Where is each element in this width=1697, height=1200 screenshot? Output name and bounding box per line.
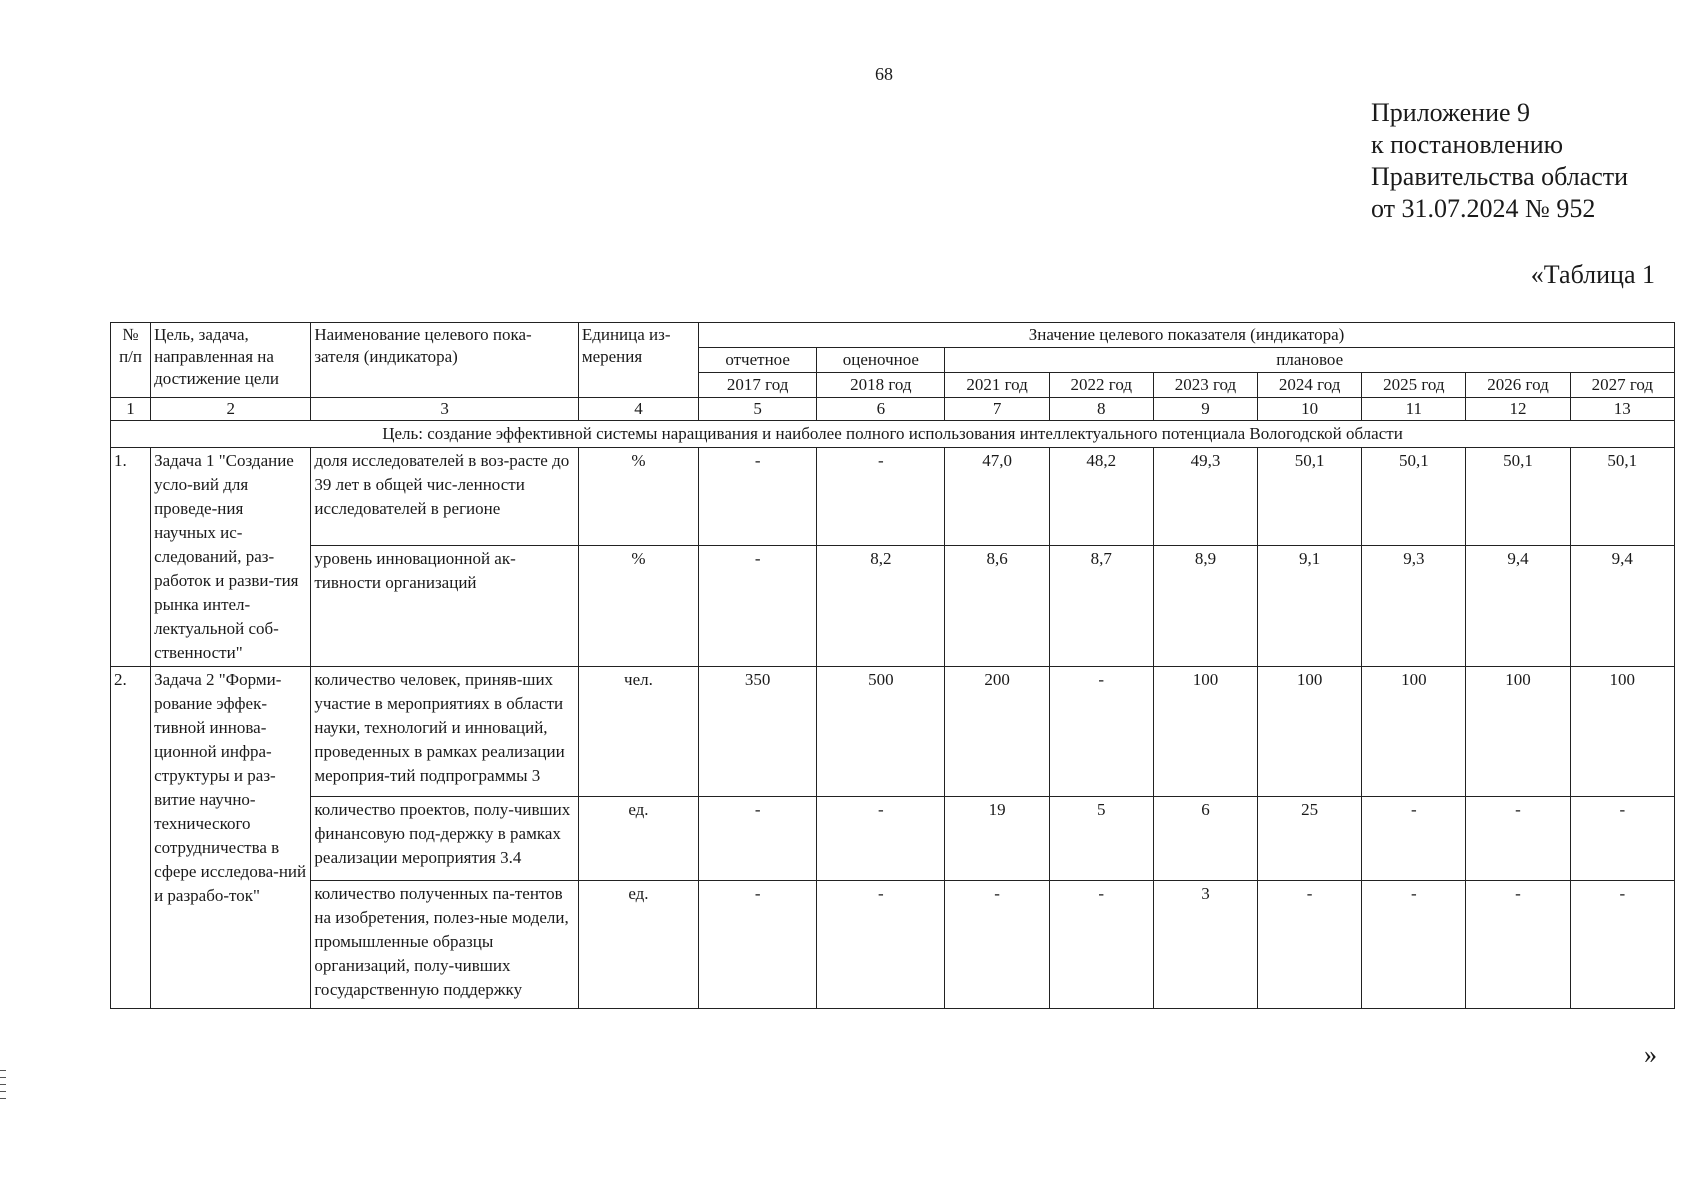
indicator-name: количество полученных па-тентов на изобретения, полез-ные модели, промышленные образцы организаций, полу-чивших государственную поддержку — [311, 881, 578, 1009]
header-year: 2023 год — [1153, 373, 1257, 398]
value-cell: - — [817, 881, 945, 1009]
header-year: 2018 год — [817, 373, 945, 398]
column-number: 9 — [1153, 398, 1257, 421]
column-number: 10 — [1258, 398, 1362, 421]
indicators-table — [110, 322, 1675, 1009]
header-unit: Единица из-мерения — [578, 323, 698, 398]
goal-row — [111, 421, 1675, 448]
value-cell: 3 — [1153, 881, 1257, 1009]
value-cell: 47,0 — [945, 448, 1049, 546]
page-number: 68 — [875, 64, 893, 84]
value-cell: 200 — [945, 667, 1049, 797]
column-number: 1 — [111, 398, 151, 421]
indicator-unit: % — [578, 545, 698, 666]
value-cell: - — [945, 881, 1049, 1009]
column-number: 12 — [1466, 398, 1570, 421]
indicator-name: доля исследователей в воз-расте до 39 лет в общей чис-ленности исследователей в регионе — [311, 448, 578, 546]
value-cell: - — [817, 448, 945, 546]
value-cell: 50,1 — [1362, 448, 1466, 546]
value-cell: 100 — [1362, 667, 1466, 797]
indicator-name: уровень инновационной ак-тивности организаций — [311, 545, 578, 666]
value-cell: 48,2 — [1049, 448, 1153, 546]
appendix-line: Приложение 9 — [1371, 98, 1531, 127]
value-cell: - — [817, 797, 945, 881]
value-cell: - — [1049, 667, 1153, 797]
column-number: 3 — [311, 398, 578, 421]
indicator-unit: чел. — [578, 667, 698, 797]
task-text: Задача 2 "Форми-рование эффек-тивной иннова-ционной инфра-структуры и раз-витие научно-технического сотрудничества в сфере исследова-ний и разрабо-ток" — [151, 667, 311, 1009]
value-cell: 500 — [817, 667, 945, 797]
value-cell: 8,6 — [945, 545, 1049, 666]
appendix-line: от 31.07.2024 № 952 — [1371, 194, 1596, 223]
column-number: 11 — [1362, 398, 1466, 421]
header-year: 2025 год — [1362, 373, 1466, 398]
value-cell: - — [699, 797, 817, 881]
value-cell: 25 — [1258, 797, 1362, 881]
table-row — [111, 667, 1675, 797]
value-cell: 100 — [1258, 667, 1362, 797]
value-cell: 19 — [945, 797, 1049, 881]
value-cell: 9,4 — [1466, 545, 1570, 666]
indicator-name: количество проектов, полу-чивших финансовую под-держку в рамках реализации мероприятия 3.4 — [311, 797, 578, 881]
value-cell: 9,1 — [1258, 545, 1362, 666]
value-cell: 50,1 — [1570, 448, 1674, 546]
value-cell: - — [1466, 797, 1570, 881]
header-indicator: Наименование целевого пока-зателя (индикатора) — [311, 323, 578, 398]
table-row — [111, 797, 1675, 881]
value-cell: - — [699, 448, 817, 546]
column-number: 4 — [578, 398, 698, 421]
appendix-note — [1371, 97, 1628, 225]
closing-quote: » — [1644, 1040, 1657, 1069]
header-reported: отчетное — [699, 348, 817, 373]
value-cell: 350 — [699, 667, 817, 797]
value-cell: 100 — [1466, 667, 1570, 797]
appendix-line: Правительства области — [1371, 162, 1629, 191]
header-goal: Цель, задача, направленная на достижение цели — [151, 323, 311, 398]
header-planned: плановое — [945, 348, 1675, 373]
value-cell: - — [1570, 797, 1674, 881]
value-cell: 100 — [1570, 667, 1674, 797]
column-number: 7 — [945, 398, 1049, 421]
indicator-unit: % — [578, 448, 698, 546]
goal-text: Цель: создание эффективной системы наращивания и наиболее полного использования интеллектуального потенциала Вологодской области — [111, 421, 1675, 448]
value-cell: - — [699, 881, 817, 1009]
column-number: 6 — [817, 398, 945, 421]
header-year: 2024 год — [1258, 373, 1362, 398]
value-cell: - — [1362, 797, 1466, 881]
value-cell: - — [1258, 881, 1362, 1009]
indicator-unit: ед. — [578, 881, 698, 1009]
header-year: 2021 год — [945, 373, 1049, 398]
value-cell: 6 — [1153, 797, 1257, 881]
column-number: 8 — [1049, 398, 1153, 421]
header-year: 2017 год — [699, 373, 817, 398]
value-cell: 50,1 — [1258, 448, 1362, 546]
value-cell: 5 — [1049, 797, 1153, 881]
table-caption: «Таблица 1 — [1530, 260, 1655, 289]
scan-edge-marks — [0, 1070, 6, 1105]
value-cell: 50,1 — [1466, 448, 1570, 546]
header-no: № п/п — [111, 323, 151, 398]
table-row — [111, 881, 1675, 1009]
value-cell: - — [699, 545, 817, 666]
appendix-line: к постановлению — [1371, 130, 1564, 159]
value-cell: 100 — [1153, 667, 1257, 797]
indicator-name: количество человек, приняв-ших участие в мероприятиях в области науки, технологий и инноваций, проведенных в рамках реализации мероприя-тий подпрограммы 3 — [311, 667, 578, 797]
column-number: 2 — [151, 398, 311, 421]
value-cell: 8,9 — [1153, 545, 1257, 666]
header-year: 2027 год — [1570, 373, 1674, 398]
header-values-group: Значение целевого показателя (индикатора) — [699, 323, 1675, 348]
table-row — [111, 448, 1675, 546]
indicator-unit: ед. — [578, 797, 698, 881]
value-cell: 8,2 — [817, 545, 945, 666]
table-row — [111, 545, 1675, 666]
value-cell: 8,7 — [1049, 545, 1153, 666]
value-cell: - — [1049, 881, 1153, 1009]
column-number: 13 — [1570, 398, 1674, 421]
header-year: 2022 год — [1049, 373, 1153, 398]
header-estimated: оценочное — [817, 348, 945, 373]
header-year: 2026 год — [1466, 373, 1570, 398]
column-number: 5 — [699, 398, 817, 421]
value-cell: - — [1466, 881, 1570, 1009]
value-cell: 49,3 — [1153, 448, 1257, 546]
value-cell: 9,4 — [1570, 545, 1674, 666]
row-number: 1. — [111, 448, 151, 667]
task-text: Задача 1 "Создание усло-вий для проведе-ния научных ис-следований, раз-работок и разви-тия рынка интел-лектуальной соб-ственности" — [151, 448, 311, 667]
column-number-row — [111, 398, 1675, 421]
row-number: 2. — [111, 667, 151, 1009]
value-cell: 9,3 — [1362, 545, 1466, 666]
value-cell: - — [1570, 881, 1674, 1009]
value-cell: - — [1362, 881, 1466, 1009]
